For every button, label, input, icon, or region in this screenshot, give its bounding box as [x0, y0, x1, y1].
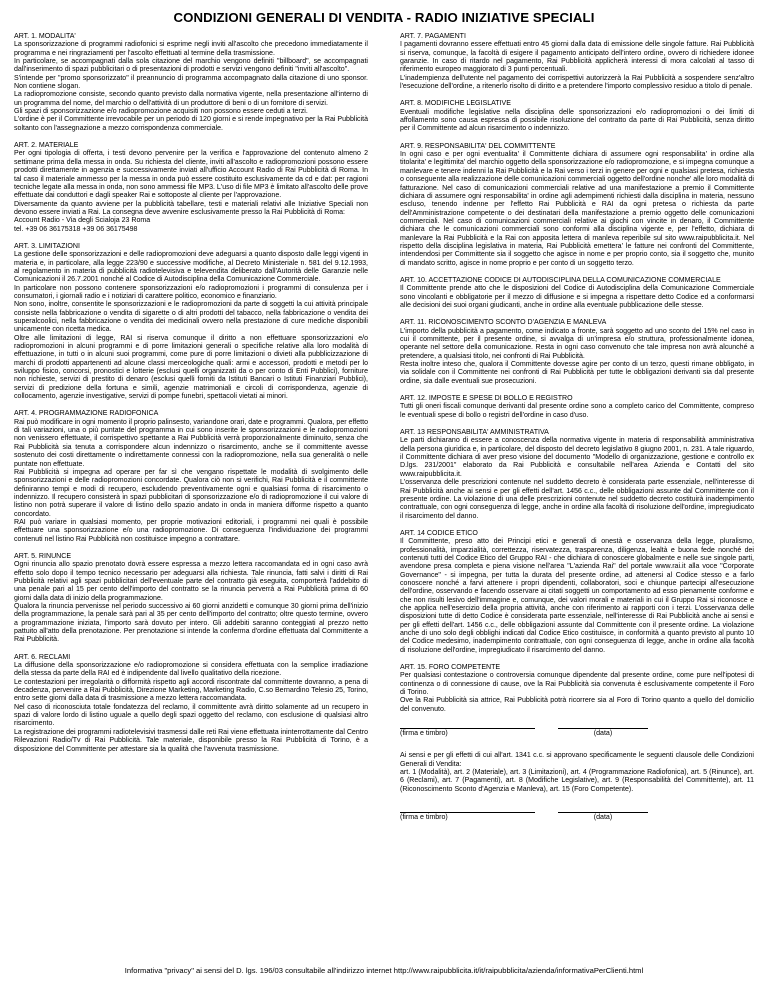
date-block [558, 728, 648, 738]
date-label: (data) [593, 814, 613, 822]
left-column [14, 33, 368, 827]
date-line [558, 728, 648, 729]
article-heading: ART. 7. PAGAMENTI [400, 33, 466, 40]
article-body: Eventuali modifiche legislative nella disciplina delle sponsorizzazioni e/o radiopromozioni o dei limiti di affollamento sono causa espressa di possibile risoluzione del contratto da parte di Rai Pubblicità, senza diritto per il Committente ad alcun risarcimento o indennizzo. [400, 108, 754, 133]
article-heading: ART. 9. RESPONSABILITA' DEL COMMITTENTE [400, 142, 556, 150]
signature-block [400, 812, 540, 822]
signature-line [400, 812, 535, 813]
article-heading: ART. 11. RICONOSCIMENTO SCONTO D'AGENZIA E MANLEVA [400, 319, 607, 327]
article-body: Ogni rinuncia allo spazio prenotato dovrà essere espressa a mezzo lettera raccomandata ed in ogni caso avrà effetto solo dopo il tempo tecnico necessario per adeguarsi alla richiesta. Tale rinuncia, fatti salvi i diritti di Rai Pubblicità relativi agli spazi pubblicitari dell'eventuale parte del contratto già eseguita, comporterà l'addebito di una penale pari al 15 per cento dell'importo del contratto se la rinuncia perverrà a Rai Pubblicità prima di 60 giorni dalla data di inizio della programmazione. Qualora la rinuncia pervenisse nel periodo successivo ai 60 giorni anzidetti e comunque 30 giorni prima dell'inizio della programmazione, la penale sarà pari al 35 per cento dell'importo del contratto; oltre questo termine, ovvero a programmazione iniziata, l'importo sarà dovuto per intero. Gli addebiti saranno conteggiati al prezzo netto pattuito all'atto della prenotazione. Per prenotazione si intende la conferma d'ordine effettuata dal Committente a Rai Pubblicità. [14, 561, 368, 644]
article-heading: ART. 10. ACCETTAZIONE CODICE DI AUTODISCIPLINA DELLA COMUNICAZIONE COMMERCIALE [400, 276, 721, 284]
article-section [400, 143, 754, 268]
article-section [14, 243, 368, 402]
page-title: CONDIZIONI GENERALI DI VENDITA - RADIO INIZIATIVE SPECIALI [173, 10, 595, 25]
article-body: In ogni caso e per ogni eventualita' il Committente dichiara di assumere ogni responsabilita' in ordine alla titolarita' e legittimita' del marchio oggetto della sponsorizzazione e/o radiopromozione, e si impegna comunque a manlevare e tenere indenni la Rai Pubblicità e la Rai verso i terzi in genere per ogni e qualsiasi pretesa, richiesta o conseguente alla realizzazione delle comunicazioni commerciali oggetto dell'ordine nonche' alle loro modalità di fatturazione. Nel caso di comunicazioni commerciali relative ad una manifestazione a premio il Committente dichiara di assumere ogni responsabilita' in ordine agli adempimenti richiesti dalla disciplina in materia, nessuno escluso, tenendo indenne per l'effetto Rai Pubblicità e RAI da ogni pretesa o richiesta da parte dell'Amministrazione competente o dei destinatari della manifestazione a premio oggetto delle comunicazioni commerciali. Nel caso di comunicazioni commerciali relative ai giochi con vincite in denaro, il Committente dichiara che le comunicazioni commerciali sono conformi alla disciplina vigente e, per l'effetto, dichiara di manlevare la Rai Pubblicità e la Rai con apposita lettera di manleva reperibile sul sito www.raipubblicita.it. Nel rispetto della disciplina legislativa in materia, Rai Pubblicità emettera' le fatture nei confronti del Committente, intendendosi per Committente sia il soggetto che agisce in nome e per proprio conto, sia il soggetto che, munito di mandato scritto, agisce in nome proprio e per conto di un soggetto terzo. [400, 151, 754, 267]
article-section [400, 319, 754, 386]
signature-row-1 [400, 728, 754, 738]
article-section [400, 530, 754, 655]
article-body: I pagamenti dovranno essere effettuati entro 45 giorni dalla data di emissione delle singole fatture. Rai Pubblicità si riserva, comunque, la facoltà di esigere il pagamento anticipato dell'intero ordine, ovvero di richiedere idonee garanzie. In caso di ritardo nel pagamento, Rai Pubblicità applicherà interessi di mora calcolati al tasso di riferimento europeo maggiorato di 3 punti percentuali. L'inadempienza dell'utente nel pagamento dei corrispettivi autorizzerà la Rai Pubblicità a sospendere senz'altro l'esecuzione dell'ordine, a ritenerlo risolto di diritto e a pretendere l'importo complessivo residuo a titolo di penale. [400, 41, 754, 91]
article-body: Per qualsiasi contestazione o controversia comunque dipendente dal presente ordine, come pure nell'ipotesi di continenza o di connessione di cause, ove la Rai Pubblicità sia convenuta è esclusivamente competente il Foro di Torino. Ove la Rai Pubblicità sia attrice, Rai Pubblicità potrà ricorrere sia al Foro di Torino quanto a quello del domicilio del convenuto. [400, 672, 754, 713]
right-column [400, 33, 754, 827]
clauses-approval [400, 752, 754, 794]
article-heading: ART. 4. PROGRAMMAZIONE RADIOFONICA [14, 410, 159, 418]
date-label: (data) [593, 730, 613, 738]
article-heading: ART. 15. FORO COMPETENTE [400, 664, 501, 672]
article-body: Il Committente, preso atto dei Principi etici e generali di onestà e osservanza della legge, pluralismo, professionalità, imparzialità, correttezza, riservatezza, trasparenza, diligenza, lealtà e buona fede nonché dei contenuti tutti del Codice Etico del Gruppo RAI - che dichiara di conoscere globalmente e nelle sue singole parti, avendone presa completa e piena visione nell'area "L'azienda Rai" del portale www.rai.it alla voce "Corporate Governance" - si impegna, per tutta la durata del presente ordine, ad attenersi al Codice stesso e a farlo conoscere nonché a farvi attenere i propri dipendenti, collaboratori, soci e chiunque partecipi all'esecuzione dell'ordine, osservando e facendo osservare ai citati soggetti un comportamento ad esso pienamente conforme e che non risulti lesivo dell'immagine e, comunque, dei valori morali e materiali in cui il Gruppo Rai si riconosce e che applica nell'esercizio della propria attività, anche con riferimento ai rapporti con i terzi. L'osservanza delle disposizioni tutte di detto Codice è considerata parte essenziale, nell'interesse di Rai Pubblicità anche ai sensi e per gli effetti dell'art. 1456 c.c., delle obbligazioni assunte dal Committente con il presente ordine. La violazione anche di uno solo degli obblighi indicati dal Codice Etico costituisce, in conformità a quanto previsto al punto 10 del Codice medesimo, inadempimento contrattuale, con ogni conseguenza di legge, anche in ordine alla facoltà di risoluzione dell'ordine, impregiudicato il risarcimento del danno. [400, 538, 754, 654]
article-section [400, 100, 754, 133]
article-section [400, 664, 754, 714]
article-heading: ART. 8. MODIFICHE LEGISLATIVE [400, 100, 511, 108]
clauses-approval-text: Ai sensi e per gli effetti di cui all'art. 1341 c.c. si approvano specificamente le seguenti clausole delle Condizioni Generali di Vendita: art. 1 (Modalità), art. 2 (Materiale), art. 3 (Limitazioni), art. 4 (Programmazione Radiofonica), art. 5 (Rinunce), art. 6 (Reclami), art. 7 (Pagamenti), art. 8 (Modifiche Legislative), art. 9 (Responsabilità del Committente), art. 11 (Riconoscimento Sconto d'Agenzia e Manleva), art. 15 (Foro Competente). [400, 752, 754, 793]
privacy-footer: Informativa "privacy" ai sensi del D. lgs. 196/03 consultabile all'indirizzo internet http://www.raipubblicita.it/it/raipubblicita/azienda/informativaPerClienti.html [124, 966, 644, 975]
article-body: Il Committente prende atto che le disposizioni del Codice di Autodisciplina della Comunicazione Commerciale sono vincolanti e obbligatorie per il mezzo di diffusione e si impegna a rispettare detto Codice ed a conformarsi alle decisioni dei suoi organi giudicanti, anche in ordine alla eventuale pubblicazione delle stesse. [400, 285, 754, 309]
signature-row-2 [400, 812, 754, 822]
right-sections [400, 33, 754, 714]
article-section [400, 395, 754, 420]
article-heading: ART. 12. IMPOSTE E SPESE DI BOLLO E REGISTRO [400, 395, 573, 403]
signature-block [400, 728, 540, 738]
article-section [400, 429, 754, 521]
article-heading: ART. 2. MATERIALE [14, 142, 79, 150]
article-body: La gestione delle sponsorizzazioni e delle radiopromozioni deve adeguarsi a quanto disposto dalle leggi vigenti in materia e, in particolare, alla legge 223/90 e successive modifiche, al Decreto Ministeriale n. 581 del 9.12.1993, al regolamento in materia di pubblicità radiotelevisiva e televendita deliberato dall'Autorità delle Garanzie nelle Comunicazioni il 26.7.2001 nonché al Codice di Autodisciplina della Comunicazione Commerciale. In particolare non possono contenere sponsorizzazioni e/o radiopromozioni i programmi di consulenza per i consumatori, i giornali radio e i notiziari di carattere politico, economico e finanziario. Non sono, inoltre, consentite le sponsorizzazioni e le radiopromozioni da parte di soggetti la cui attività principale consiste nella fabbricazione o vendita di sigarette o di altri prodotti del tabacco, nella fabbricazione o vendita dei superalcoolici, nella fabbricazione o vendita dei medicinali ovvero nella prestazione di cure mediche disponibili unicamente con ricetta medica. Oltre alle limitazioni di legge, RAI si riserva comunque il diritto a non effettuare sponsorizzazioni e/o radiopromozioni in alcuni programmi e di porre limitazioni generali o specifiche relative alla loro modalità di effettuazione, in tutti o in alcuni suoi programmi, come pure di porre limitazioni o divieti alla pubblicizzazione di marchi di prodotti appartenenti ad alcune classi merceologiche quali: armi e accessori, prodotti e metodi per lo sviluppo fisico, concorsi, pronostici e lotterie (esclusi quelli organizzati da o per conto di Enti Pubblici), forniture non richieste, servizi di prestito di denaro (esclusi quelli forniti da Istituti Bancari o Istituti Finanziari Pubblici), servizi di predizione della fortuna e simili, agenzie matrimoniali e circoli di corrispondenza, agenzie di collocamento, agenzie investigative, servizi di pompe funebri, spettacoli vietati ai minori. [14, 251, 368, 401]
article-body: L'importo della pubblicità a pagamento, come indicato a fronte, sarà soggetto ad uno sconto del 15% nel caso in cui il committente, per il presente ordine, si avvalga di un'impresa e/o struttura, professionalmente idonea, operante nel settore della comunicazione. Resta in ogni caso convenuto che tale impresa non avrà alcunché a pretendere, a qualsiasi titolo, nei confronti di Rai Pubblicità. Resta inoltre inteso che, qualora il Committente dovesse agire per conto di un terzo, questi rimane obbligato, in via solidale con il Committente nei confronti di Rai Pubblicità per tutte le obbligazioni derivanti sia dal presente ordine, sia dalle eventuali sue prosecuzioni. [400, 327, 754, 385]
signature-line [400, 728, 535, 729]
article-body: Le parti dichiarano di essere a conoscenza della normativa vigente in materia di responsabilità amministrativa della persona giuridica e, in particolare, del disposto del decreto legislativo 8 giugno 2001, n. 231. A tale riguardo, il Committente dichiara di aver preso visione del documento "Modello di organizzazione, gestione e controllo ex D.lgs. 231/2001" elaborato da Rai Pubblicità e consultabile nell'area Azienda e Contatti del sito www.raipubblicita.it. L'osservanza delle prescrizioni contenute nel suddetto decreto è considerata parte essenziale, nell'interesse di Rai Pubblicità anche ai sensi e per gli effetti dell'art. 1456 c.c., delle obbligazioni assunte dal Committente con il presente ordine. La violazione di una delle prescrizioni contenute nel suddetto decreto costituirà inadempimento contrattuale, con ogni conseguenza di legge, anche in ordine alla facoltà di risoluzione dell'ordine, impregiudicato il risarcimento del danno. [400, 437, 754, 520]
article-heading: ART. 13 RESPONSABILITA' AMMINISTRATIVA [400, 429, 549, 437]
article-heading: ART. 3. LIMITAZIONI [14, 242, 80, 250]
article-section [14, 553, 368, 645]
article-section [400, 33, 754, 91]
date-block [558, 812, 648, 822]
article-body: Rai può modificare in ogni momento il proprio palinsesto, variandone orari, date e programmi. Qualora, per effetto di tali variazioni, una o più puntate del programma in cui sono inserite le sponsorizzazioni e le radiopromozioni non venissero effettuate, il corrispettivo spettante a Rai Pubblicità verrà proporzionalmente diminuito, senza che Rai Pubblicità sia tenuta a corrispondere alcun indennizzo o risarcimento, anche se il committente avesse sostenuto dei costi direttamente o indirettamente connessi con la radiopromozione, nella sua generalità o nelle puntate non effettuate. Rai Pubblicità si impegna ad operare per far sì che vengano rispettate le modalità di svolgimento delle sponsorizzazioni e delle radiopromozioni concordate. Qualora ciò non si verifichi, Rai Pubblicità e il committente definiranno tempi e modi di recupero, escludendo preventivamente ogni e qualsiasi forma di risarcimento o indennizzo. Il recupero consisterà in spazi pubblicitari di sponsorizzazione e/o di radiopromozione il cui valore di listino non potrà superare il valore di listino dello spazio andato in onda in maniera difforme rispetto a quanto concordato. RAI può variare in qualsiasi momento, per proprie motivazioni editoriali, i programmi nei quali è possibile effettuare una sponsorizzazione e/o una radiopromozione. Di conseguenza l'individuazione dei programmi contenuti nel listino Rai Pubblicità non costituisce impegno a contrattare. [14, 418, 368, 543]
article-heading: ART. 5. RINUNCE [14, 552, 72, 560]
date-line [558, 812, 648, 813]
article-heading: ART. 14 CODICE ETICO [400, 529, 478, 537]
article-section [14, 410, 368, 544]
article-body: La sponsorizzazione di programmi radiofonici si esprime negli inviti all'ascolto che precedono immediatamente il programma e nei ringraziamenti per l'ascolto effettuati al termine della trasmissione. In particolare, se accompagnati dalla sola citazione del marchio vengono definiti "billboard", se accompagnati dall'inserimento di spazi pubblicitari o di presentazioni di prodotti e servizi vengono definiti "inviti all'ascolto". S'intende per "promo sponsorizzato" il preannuncio di programma accompagnato dalla citazione di uno sponsor. Non contiene slogan. La radiopromozione consiste, secondo quanto previsto dalla normativa vigente, nella presentazione all'interno di un programma del nome, del marchio o dell'attività di un produttore di beni o di un fornitore di servizi. Gli spazi di sponsorizzazione e/o radiopromozione acquisiti non possono essere ceduti a terzi. L'ordine è per il Committente irrevocabile per un periodo di 120 giorni e si rende impegnativo per la Rai Pubblicità soltanto con l'assegnazione a mezzo corrispondenza commerciale. [14, 41, 368, 132]
article-section [14, 33, 368, 133]
article-body: La diffusione della sponsorizzazione e/o radiopromozione si considera effettuata con la semplice irradiazione della stessa da parte della RAI ed è indipendente dal livello qualitativo della ricezione. Le contestazioni per irregolarità o difformità rispetto agli accordi riscontrate dal committente dovranno, a pena di decadenza, pervenire a Rai Pubblicità, Direzione Marketing, Marketing Radio, C.so Bernardino Telesio 25, Torino, entro sette giorni dalla data di trasmissione a mezzo lettera raccomandata. Nel caso di riconosciuta totale fondatezza del reclamo, il committente avrà diritto solamente ad un recupero in spazi di valore lordo di listino uguale a quello degli spazi oggetto del reclamo, con esclusione di qualsiasi altro risarcimento. La registrazione dei programmi radiotelevisivi trasmessi dalle reti Rai viene effettuata ininterrottamente dal Centro Rilevazioni Radio/Tv di Rai Pubblicità. Tale materiale, disponibile presso la Rai Pubblicità di Torino, è a disposizione del Committente per attestare sia la qualità che l'avvenuta trasmissione. [14, 662, 368, 753]
article-body: Tutti gli oneri fiscali comunque derivanti dal presente ordine sono a completo carico del Committente, compreso le eventuali spese di bollo o registri dell'ordine in caso d'uso. [400, 403, 754, 419]
article-heading: ART. 6. RECLAMI [14, 653, 71, 661]
columns [14, 33, 754, 827]
signature-label: (firma e timbro) [400, 730, 448, 738]
article-section [400, 277, 754, 310]
article-body: Per ogni tipologia di offerta, i testi devono pervenire per la verifica e l'approvazione del contenuto almeno 2 settimane prima della messa in onda. Su richiesta del cliente, inviti all'ascolto e radiopromozioni possono essere prodotti direttamente in agenzia e successivamente inviati all'ufficio Account Radio di Rai Pubblicità di Roma. In tal caso il materiale ammesso per la messa in onda può essere costituito esclusivamente da cd e dat: per ragioni tecniche legate alla messa in onda, non sono ammessi file MP3. L'uso di file MP3 è limitato all'ascolto delle prove effettuate dai conduttori e dagli speaker Rai e sottoposte al cliente per l'approvazione. Diversamente da quanto avviene per la pubblicità tabellare, testi e materiali relativi alle Iniziative Speciali non devono essere inviati a Rai. La consegna deve avvenire esclusivamente presso la Rai Pubblicità di Roma: Account Radio - Via degli Scialoja 23 Roma tel. +39 06 36175318 +39 06 36175498 [14, 150, 368, 233]
article-heading: ART. 1. MODALITA' [14, 33, 76, 40]
article-section [14, 142, 368, 234]
article-section [14, 654, 368, 754]
signature-label: (firma e timbro) [400, 814, 448, 822]
